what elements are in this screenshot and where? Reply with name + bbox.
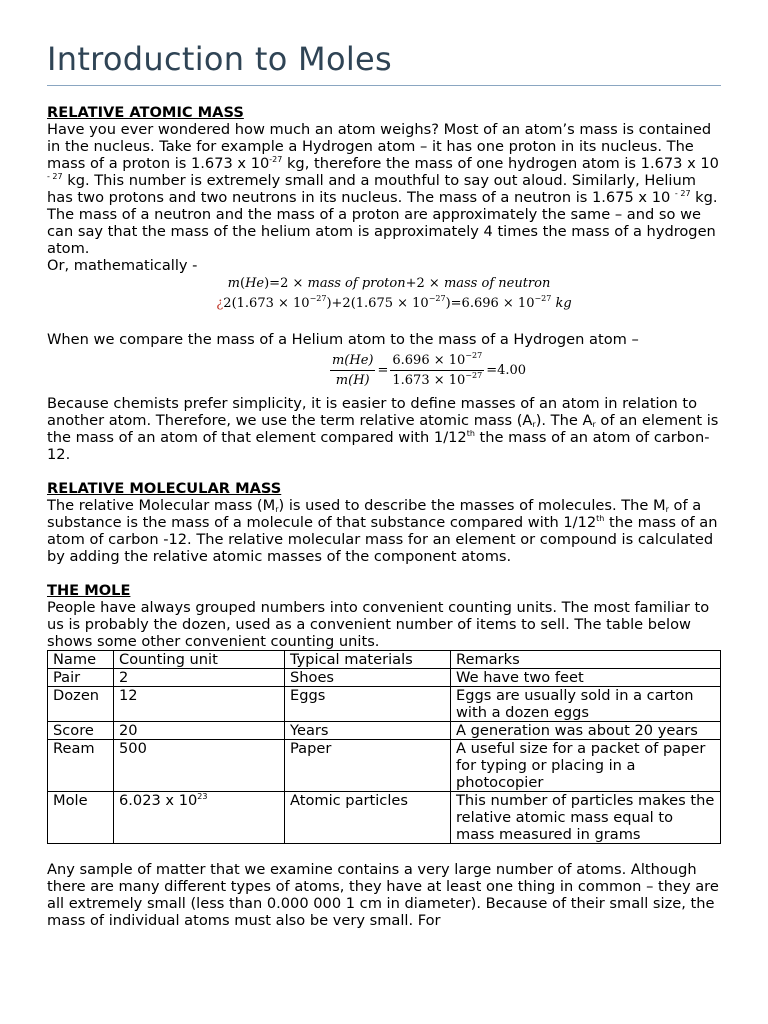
table-cell-material: Years bbox=[285, 722, 451, 740]
heading-relative-molecular-mass: RELATIVE MOLECULAR MASS bbox=[47, 480, 282, 497]
table-cell-unit: 12 bbox=[114, 687, 285, 722]
table-header-cell: Remarks bbox=[451, 651, 721, 669]
table-row bbox=[48, 722, 721, 740]
table-cell-material: Shoes bbox=[285, 669, 451, 687]
table-cell-name: Mole bbox=[48, 792, 114, 844]
table-cell-unit: 2 bbox=[114, 669, 285, 687]
paragraph-mathematically: Or, mathematically - bbox=[47, 257, 198, 274]
table-row bbox=[48, 669, 721, 687]
table-cell-unit: 500 bbox=[114, 740, 285, 792]
table-cell-unit: 6.023 x $10^{23}$ bbox=[114, 792, 285, 844]
table-cell-remark: We have two feet bbox=[451, 669, 721, 687]
table-row bbox=[48, 792, 721, 844]
table-header-row bbox=[48, 651, 721, 669]
paragraph-atom-weight: Have you ever wondered how much an atom weighs? Most of an atom’s mass is contained in the nucleus. Take for example a Hydrogen atom – it has one proton in its nucleus. The mass of a proton is 1.673 x $10^{-27}$ kg, therefore the mass of one hydrogen atom is 1.673 x 10 $^{- 27}$ kg. This number is extremely small and a mouthful to say out aloud. Similarly, Helium has two protons and two neutrons in its nucleus. The mass of a neutron is 1.675 x 10 $^{- 27}$ kg. The mass of a neutron and the mass of a proton are approximately the same – and so we can say that the mass of the helium atom is approximately 4 times the mass of a hydrogen atom. bbox=[47, 121, 719, 257]
title-divider bbox=[47, 85, 721, 86]
document-body bbox=[47, 104, 721, 929]
equation-helium-value: ¿$2(1.673 \times 10^{-27})+2(1.675 \times 10^{-27})=6.696 \times 10^{-27}$ kg bbox=[216, 294, 572, 311]
table-cell-material: Atomic particles bbox=[285, 792, 451, 844]
table-cell-remark: This number of particles makes the relative atomic mass equal to mass measured in grams bbox=[451, 792, 721, 844]
paragraph-compare: When we compare the mass of a Helium atom to the mass of a Hydrogen atom – bbox=[47, 331, 639, 348]
table-cell-material: Paper bbox=[285, 740, 451, 792]
table-cell-name: Ream bbox=[48, 740, 114, 792]
table-cell-remark: A useful size for a packet of paper for typing or placing in a photocopier bbox=[451, 740, 721, 792]
equation-helium-mass: m(He)=2 × mass of proton+2 × mass of neutron bbox=[227, 276, 551, 291]
table-header-cell: Name bbox=[48, 651, 114, 669]
table-row bbox=[48, 740, 721, 792]
paragraph-sample-of-matter: Any sample of matter that we examine contains a very large number of atoms. Although there are many different types of atoms, they have at least one thing in common – they are all extremely small (less than 0.000 000 1 cm in diameter). Because of their small size, the mass of individual atoms must also be very small. For bbox=[47, 861, 719, 929]
heading-the-mole: THE MOLE bbox=[47, 582, 131, 599]
page-title: Introduction to Moles bbox=[47, 40, 392, 78]
paragraph-molecular-mass: The relative Molecular mass $(M_r)$ is used to describe the masses of molecules. The $M_r$ of a substance is the mass of a molecule of that substance compared with 1/12th the mass of an atom of carbon -12. The relative molecular mass for an element or compound is calculated by adding the relative atomic masses of the component atoms. bbox=[47, 497, 718, 565]
table-row bbox=[48, 687, 721, 722]
table-cell-name: Score bbox=[48, 722, 114, 740]
table-header-cell: Typical materials bbox=[285, 651, 451, 669]
table-cell-remark: A generation was about 20 years bbox=[451, 722, 721, 740]
table-cell-name: Dozen bbox=[48, 687, 114, 722]
table-cell-name: Pair bbox=[48, 669, 114, 687]
paragraph-relative-atomic-definition: Because chemists prefer simplicity, it is easier to define masses of an atom in relation to another atom. Therefore, we use the term relative atomic mass $(A_r)$. The $A_r$ of an element is the mass of an atom of that element compared with 1/12th the mass of an atom of carbon-12. bbox=[47, 395, 719, 463]
table-cell-unit: 20 bbox=[114, 722, 285, 740]
table-cell-remark: Eggs are usually sold in a carton with a dozen eggs bbox=[451, 687, 721, 722]
counting-units-table bbox=[47, 650, 721, 844]
paragraph-counting-units: People have always grouped numbers into convenient counting units. The most familiar to us is probably the dozen, used as a convenient number of items to sell. The table below shows some other convenient counting units. bbox=[47, 599, 710, 650]
table-cell-material: Eggs bbox=[285, 687, 451, 722]
equation-mass-ratio: $\frac{m(He)}{m(H)}$ = $\frac{6.696 \times 10^{-27}}{1.673 \times 10^{-27}}$ =4.00 bbox=[331, 351, 527, 388]
heading-relative-atomic-mass: RELATIVE ATOMIC MASS bbox=[47, 104, 244, 121]
table-header-cell: Counting unit bbox=[114, 651, 285, 669]
